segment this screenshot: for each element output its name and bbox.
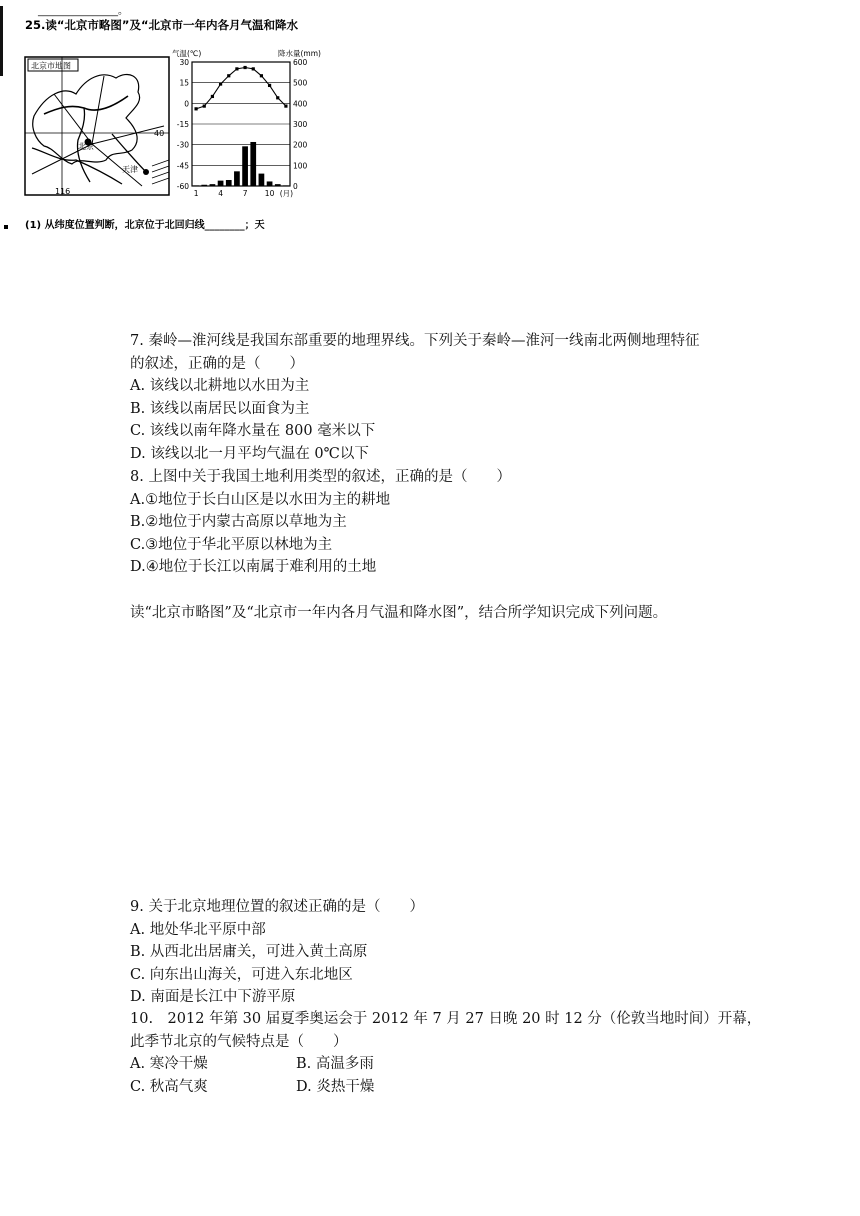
q8-option-b: B.②地位于内蒙古高原以草地为主	[130, 514, 347, 531]
map-label-116: 116	[55, 187, 71, 196]
precip-bar	[267, 181, 273, 186]
q8-option-a: A.①地位于长白山区是以水田为主的耕地	[130, 491, 391, 508]
month-tick-label: 1	[193, 189, 199, 198]
temp-tick-label: -30	[176, 140, 189, 150]
month-tick-label: 7	[242, 189, 248, 198]
q7-option-b: B. 该线以南居民以面食为主	[130, 400, 310, 417]
temperature-point	[243, 66, 246, 69]
q7-stem-line1: 7. 秦岭—淮河线是我国东部重要的地理界线。下列关于秦岭—淮河一线南北两侧地理特征	[130, 333, 700, 349]
temperature-point	[203, 104, 206, 107]
temp-tick-label: 15	[179, 78, 189, 88]
precip-tick-label: 0	[293, 182, 298, 191]
q25-sub1: (1) 从纬度位置判断，北京位于北回归线________；天	[25, 220, 265, 231]
climate-chart	[168, 46, 340, 200]
precip-tick-label: 600	[293, 58, 308, 67]
question-8	[130, 466, 511, 579]
q10-stem-line1: 10. 2012 年第 30 届夏季奥运会于 2012 年 7 月 27 日晚 20 时 12 分（伦敦当地时间）开幕，	[130, 1011, 762, 1027]
temperature-point	[252, 67, 255, 70]
temperature-point	[260, 74, 263, 77]
question-10	[130, 1008, 761, 1098]
q10-option-c: C. 秋高气爽	[130, 1078, 208, 1095]
precip-bar	[210, 184, 216, 186]
q7-option-d: D. 该线以北一月平均气温在 0℃以下	[130, 445, 369, 462]
q10-options-cd	[130, 1076, 761, 1099]
q9-option-c: C. 向东出山海关，可进入东北地区	[130, 966, 353, 983]
question-9	[130, 896, 424, 1009]
map-label-40: 40	[154, 129, 165, 138]
q8-option-d: D.④地位于长江以南属于难利用的土地	[130, 559, 377, 576]
q9-option-d: D. 南面是长江中下游平原	[130, 989, 296, 1006]
map-title: 北京市地图	[31, 61, 71, 71]
precip-axis-label: 降水量(mm)	[278, 49, 321, 58]
temp-tick-label: 0	[184, 99, 189, 109]
temp-tick-label: -60	[176, 182, 189, 191]
q10-option-a: A. 寒冷干燥	[130, 1056, 208, 1073]
q7-option-a: A. 该线以北耕地以水田为主	[130, 378, 310, 395]
q10-stem-line2: 此季节北京的气候特点是（ ）	[130, 1033, 348, 1050]
q10-option-b: B. 高温多雨	[296, 1056, 374, 1073]
tianjin-marker	[143, 169, 149, 175]
precip-bar	[250, 142, 256, 186]
temp-tick-label: -45	[176, 161, 189, 171]
temperature-point	[284, 104, 287, 107]
map-label-tianjin: 天津	[122, 165, 138, 174]
precip-tick-label: 500	[293, 78, 308, 88]
q8-option-c: C.③地位于华北平原以林地为主	[130, 536, 333, 553]
month-tick-label: 10	[264, 189, 275, 198]
month-tick-label: 4	[218, 189, 223, 198]
precip-bar	[201, 185, 207, 186]
precip-bar	[283, 185, 289, 186]
q10-options-ab	[130, 1053, 761, 1076]
scan-edge-mark	[0, 6, 3, 76]
reading-intro: 读“北京市略图”及“北京市一年内各月气温和降水图”，结合所学知识完成下列问题。	[130, 605, 668, 621]
temperature-point	[268, 84, 271, 87]
q25-text: 25.读“北京市略图”及“北京市一年内各月气温和降水	[25, 18, 299, 32]
map-label-beijing: 北京	[78, 142, 94, 151]
precip-bar	[226, 180, 232, 186]
precip-bar	[259, 174, 265, 186]
month-unit-label: (月)	[279, 189, 294, 198]
q9-stem: 9. 关于北京地理位置的叙述正确的是（ ）	[130, 899, 424, 915]
temp-tick-label: -15	[176, 120, 189, 129]
precip-tick-label: 300	[293, 120, 308, 129]
temperature-point	[211, 95, 214, 98]
q8-stem: 8. 上图中关于我国土地利用类型的叙述，正确的是（ ）	[130, 469, 511, 485]
temperature-line	[196, 68, 286, 109]
precip-tick-label: 200	[293, 140, 308, 150]
temperature-point	[219, 82, 222, 85]
precip-bar	[193, 185, 199, 186]
q9-option-b: B. 从西北出居庸关，可进入黄土高原	[130, 944, 368, 961]
q10-option-d: D. 炎热干燥	[296, 1078, 375, 1095]
q7-stem-line2: 的叙述，正确的是（ ）	[130, 355, 304, 372]
precip-bar	[275, 184, 281, 186]
precip-bar	[234, 171, 240, 186]
precip-bar	[242, 146, 248, 186]
temperature-point	[235, 67, 238, 70]
q7-option-c: C. 该线以南年降水量在 800 毫米以下	[130, 423, 376, 440]
precip-bar	[218, 181, 224, 186]
question-7	[130, 330, 699, 466]
temp-axis-label: 气温(℃)	[172, 49, 202, 58]
beijing-map	[24, 56, 170, 198]
temperature-point	[227, 74, 230, 77]
scan-header-blank: ________________。	[38, 6, 128, 17]
q9-option-a: A. 地处华北平原中部	[130, 921, 266, 938]
temperature-point	[194, 107, 197, 110]
temperature-point	[276, 96, 279, 99]
precip-tick-label: 100	[293, 161, 308, 171]
scan-speck	[4, 225, 8, 229]
temp-tick-label: 30	[179, 58, 189, 67]
precip-tick-label: 400	[293, 99, 308, 109]
